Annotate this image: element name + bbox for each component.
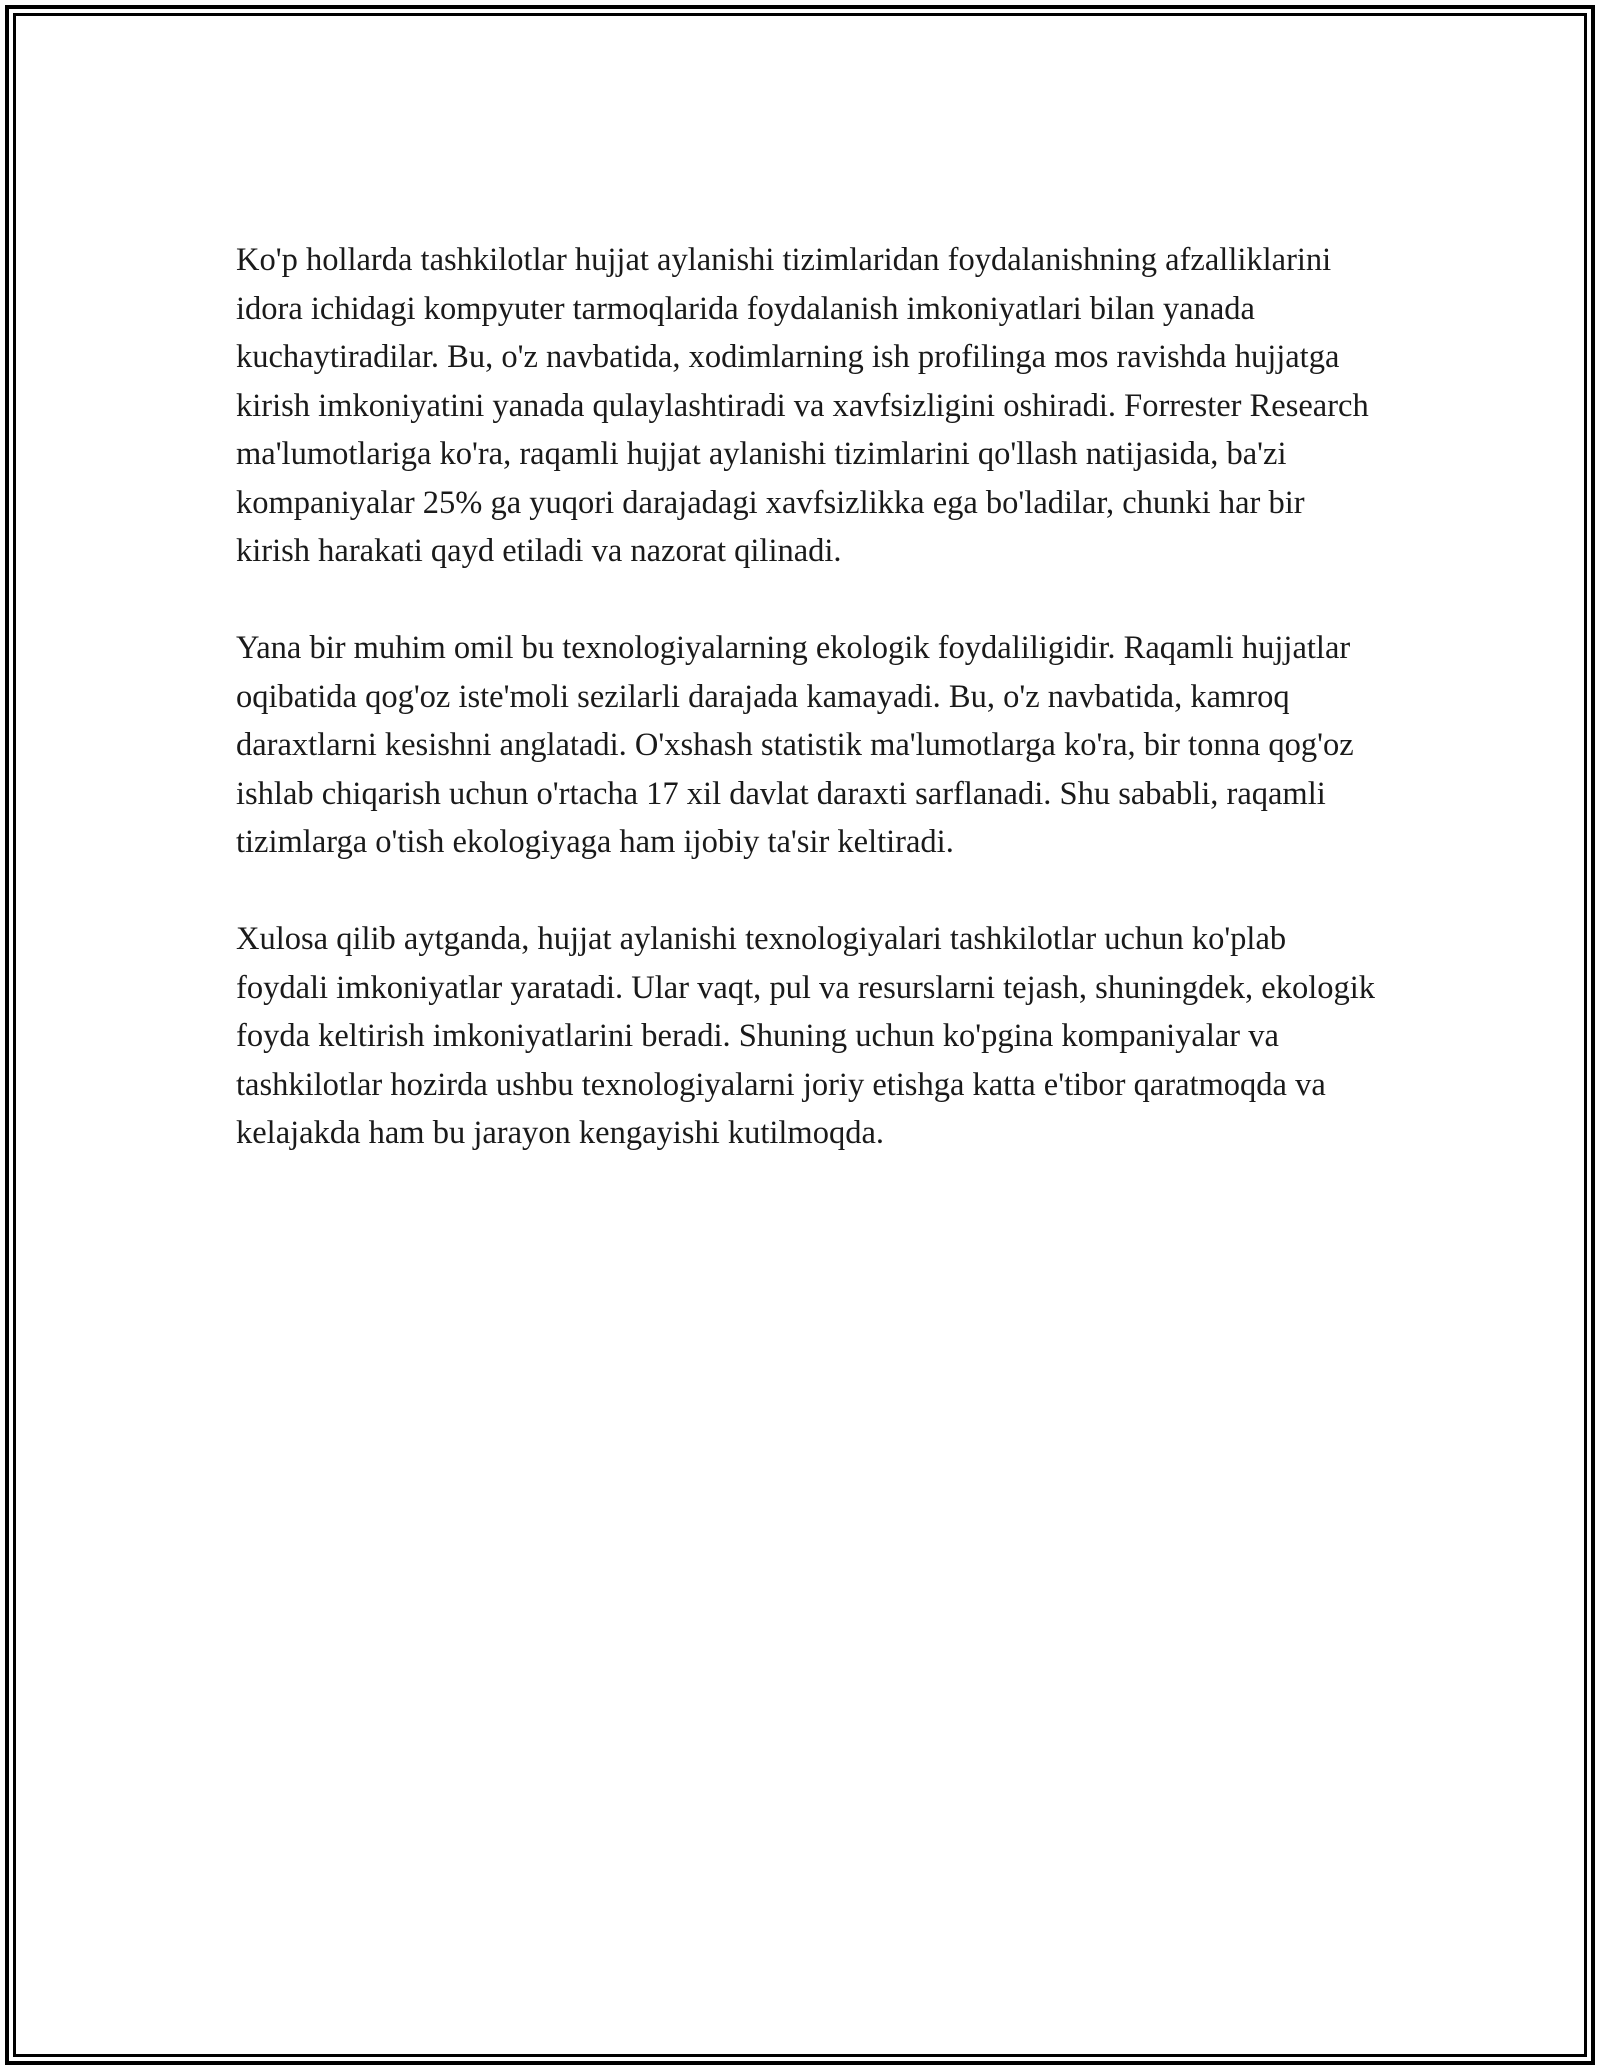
document-body (236, 236, 1376, 1206)
paragraph-1: Ko'p hollarda tashkilotlar hujjat aylanishi tizimlaridan foydalanishning afzalliklarini idora ichidagi kompyuter tarmoqlarida foydalanish imkoniyatlari bilan yanada kuchaytiradilar. Bu, o'z navbatida, xodimlarning ish profilinga mos ravishda hujjatga kirish imkoniyatini yanada qulaylashtiradi va xavfsizligini oshiradi. Forrester Research ma'lumotlariga ko'ra, raqamli hujjat aylanishi tizimlarini qo'llash natijasida, ba'zi kompaniyalar 25% ga yuqori darajadagi xavfsizlikka ega bo'ladilar, chunki har bir kirish harakati qayd etiladi va nazorat qilinadi. (236, 242, 1369, 569)
paragraph-3: Xulosa qilib aytganda, hujjat aylanishi texnologiyalari tashkilotlar uchun ko'plab foydali imkoniyatlar yaratadi. Ular vaqt, pul va resurslarni tejash, shuningdek, ekologik foyda keltirish imkoniyatlarini beradi. Shuning uchun ko'pgina kompaniyalar va tashkilotlar hozirda ushbu texnologiyalarni joriy etishga katta e'tibor qaratmoqda va kelajakda ham bu jarayon kengayishi kutilmoqda. (236, 921, 1376, 1151)
paragraph-2: Yana bir muhim omil bu texnologiyalarning ekologik foydaliligidir. Raqamli hujjatlar oqibatida qog'oz iste'moli sezilarli darajada kamayadi. Bu, o'z navbatida, kamroq daraxtlarni kesishni anglatadi. O'xshash statistik ma'lumotlarga ko'ra, bir tonna qog'oz ishlab chiqarish uchun o'rtacha 17 xil davlat daraxti sarflanadi. Shu sababli, raqamli tizimlarga o'tish ekologiyaga ham ijobiy ta'sir keltiradi. (236, 630, 1354, 860)
